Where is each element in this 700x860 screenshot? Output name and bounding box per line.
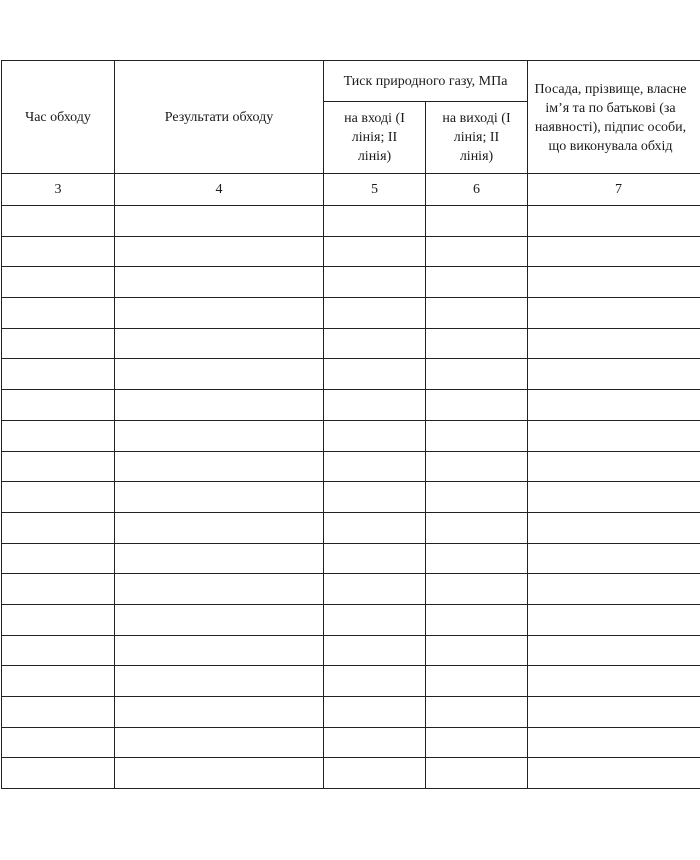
cell-results[interactable] xyxy=(115,328,324,359)
cell-pressure-in[interactable] xyxy=(324,604,426,635)
cell-signature[interactable] xyxy=(528,543,700,574)
column-number: 3 xyxy=(2,174,115,206)
cell-results[interactable] xyxy=(115,635,324,666)
cell-time[interactable] xyxy=(2,697,115,728)
table-row xyxy=(2,666,700,697)
cell-results[interactable] xyxy=(115,390,324,421)
header-pressure-out xyxy=(426,102,528,174)
table-row xyxy=(2,390,700,421)
cell-signature[interactable] xyxy=(528,390,700,421)
cell-signature[interactable] xyxy=(528,482,700,513)
cell-results[interactable] xyxy=(115,727,324,758)
table-row xyxy=(2,298,700,329)
header-pressure-out-label: на виході (І лінія; ІІ лінія) xyxy=(442,111,511,164)
cell-pressure-in[interactable] xyxy=(324,482,426,513)
cell-results[interactable] xyxy=(115,574,324,605)
cell-time[interactable] xyxy=(2,206,115,237)
column-number: 4 xyxy=(115,174,324,206)
cell-signature[interactable] xyxy=(528,328,700,359)
cell-results[interactable] xyxy=(115,298,324,329)
cell-pressure-in[interactable] xyxy=(324,697,426,728)
table-header xyxy=(2,61,700,174)
cell-results[interactable] xyxy=(115,451,324,482)
cell-pressure-out[interactable] xyxy=(426,758,528,789)
cell-pressure-out[interactable] xyxy=(426,206,528,237)
table-row xyxy=(2,359,700,390)
cell-pressure-in[interactable] xyxy=(324,543,426,574)
cell-time[interactable] xyxy=(2,512,115,543)
cell-signature[interactable] xyxy=(528,758,700,789)
cell-results[interactable] xyxy=(115,758,324,789)
cell-pressure-out[interactable] xyxy=(426,328,528,359)
cell-pressure-out[interactable] xyxy=(426,298,528,329)
cell-signature[interactable] xyxy=(528,574,700,605)
cell-pressure-in[interactable] xyxy=(324,451,426,482)
table-row xyxy=(2,451,700,482)
table-row xyxy=(2,482,700,513)
table-row xyxy=(2,328,700,359)
cell-time[interactable] xyxy=(2,758,115,789)
cell-time[interactable] xyxy=(2,359,115,390)
table-row xyxy=(2,206,700,237)
cell-signature[interactable] xyxy=(528,359,700,390)
table-row xyxy=(2,543,700,574)
cell-time[interactable] xyxy=(2,727,115,758)
cell-time[interactable] xyxy=(2,574,115,605)
cell-time[interactable] xyxy=(2,635,115,666)
cell-signature[interactable] xyxy=(528,697,700,728)
cell-results[interactable] xyxy=(115,512,324,543)
header-time-label: Час обходу xyxy=(25,109,91,125)
cell-time[interactable] xyxy=(2,390,115,421)
cell-signature[interactable] xyxy=(528,604,700,635)
cell-results[interactable] xyxy=(115,543,324,574)
cell-pressure-in[interactable] xyxy=(324,267,426,298)
cell-pressure-in[interactable] xyxy=(324,206,426,237)
cell-signature[interactable] xyxy=(528,635,700,666)
cell-pressure-out[interactable] xyxy=(426,635,528,666)
cell-pressure-out[interactable] xyxy=(426,267,528,298)
cell-time[interactable] xyxy=(2,482,115,513)
cell-pressure-out[interactable] xyxy=(426,574,528,605)
header-signature-label: Посада, прізвище, власне ім’я та по батькові (за наявності), підпис особи, що виконувала обхід xyxy=(534,82,687,154)
cell-results[interactable] xyxy=(115,359,324,390)
cell-pressure-out[interactable] xyxy=(426,666,528,697)
cell-pressure-out[interactable] xyxy=(426,543,528,574)
table-row xyxy=(2,727,700,758)
cell-signature[interactable] xyxy=(528,298,700,329)
cell-results[interactable] xyxy=(115,482,324,513)
cell-signature[interactable] xyxy=(528,727,700,758)
cell-pressure-in[interactable] xyxy=(324,758,426,789)
cell-pressure-in[interactable] xyxy=(324,727,426,758)
table-row xyxy=(2,758,700,789)
header-pressure-group xyxy=(324,61,528,102)
header-pressure-in-label: на вході (І лінія; ІІ лінія) xyxy=(344,111,405,164)
cell-pressure-out[interactable] xyxy=(426,420,528,451)
cell-signature[interactable] xyxy=(528,267,700,298)
cell-signature[interactable] xyxy=(528,236,700,267)
table-row xyxy=(2,574,700,605)
cell-pressure-in[interactable] xyxy=(324,298,426,329)
header-pressure-in xyxy=(324,102,426,174)
gas-pressure-log-table xyxy=(1,60,700,789)
cell-results[interactable] xyxy=(115,236,324,267)
cell-pressure-out[interactable] xyxy=(426,236,528,267)
cell-pressure-out[interactable] xyxy=(426,727,528,758)
cell-pressure-out[interactable] xyxy=(426,359,528,390)
column-number: 6 xyxy=(426,174,528,206)
cell-pressure-out[interactable] xyxy=(426,604,528,635)
cell-pressure-out[interactable] xyxy=(426,451,528,482)
cell-results[interactable] xyxy=(115,206,324,237)
cell-signature[interactable] xyxy=(528,420,700,451)
cell-pressure-in[interactable] xyxy=(324,390,426,421)
cell-results[interactable] xyxy=(115,267,324,298)
cell-signature[interactable] xyxy=(528,206,700,237)
table-row xyxy=(2,267,700,298)
column-number-row xyxy=(2,174,700,206)
cell-pressure-in[interactable] xyxy=(324,666,426,697)
cell-results[interactable] xyxy=(115,604,324,635)
cell-pressure-out[interactable] xyxy=(426,697,528,728)
header-results xyxy=(115,61,324,174)
cell-results[interactable] xyxy=(115,697,324,728)
cell-pressure-out[interactable] xyxy=(426,512,528,543)
cell-time[interactable] xyxy=(2,666,115,697)
cell-time[interactable] xyxy=(2,420,115,451)
table-row xyxy=(2,512,700,543)
cell-time[interactable] xyxy=(2,267,115,298)
table-body xyxy=(2,174,700,789)
cell-time[interactable] xyxy=(2,604,115,635)
cell-pressure-out[interactable] xyxy=(426,482,528,513)
header-signature xyxy=(528,61,700,174)
cell-pressure-in[interactable] xyxy=(324,328,426,359)
cell-pressure-in[interactable] xyxy=(324,236,426,267)
table-row xyxy=(2,604,700,635)
cell-time[interactable] xyxy=(2,298,115,329)
cell-pressure-in[interactable] xyxy=(324,635,426,666)
header-pressure-group-label: Тиск природного газу, МПа xyxy=(343,73,508,89)
cell-pressure-out[interactable] xyxy=(426,390,528,421)
cell-signature[interactable] xyxy=(528,666,700,697)
header-results-label: Результати обходу xyxy=(164,109,274,125)
table-row xyxy=(2,236,700,267)
cell-pressure-in[interactable] xyxy=(324,574,426,605)
table-row xyxy=(2,697,700,728)
cell-results[interactable] xyxy=(115,420,324,451)
column-number: 7 xyxy=(528,174,700,206)
cell-pressure-in[interactable] xyxy=(324,512,426,543)
table-row xyxy=(2,420,700,451)
header-time xyxy=(2,61,115,174)
cell-time[interactable] xyxy=(2,328,115,359)
cell-pressure-in[interactable] xyxy=(324,359,426,390)
cell-pressure-in[interactable] xyxy=(324,420,426,451)
cell-time[interactable] xyxy=(2,543,115,574)
cell-time[interactable] xyxy=(2,451,115,482)
table-row xyxy=(2,635,700,666)
cell-results[interactable] xyxy=(115,666,324,697)
cell-time[interactable] xyxy=(2,236,115,267)
cell-signature[interactable] xyxy=(528,512,700,543)
cell-signature[interactable] xyxy=(528,451,700,482)
column-number: 5 xyxy=(324,174,426,206)
